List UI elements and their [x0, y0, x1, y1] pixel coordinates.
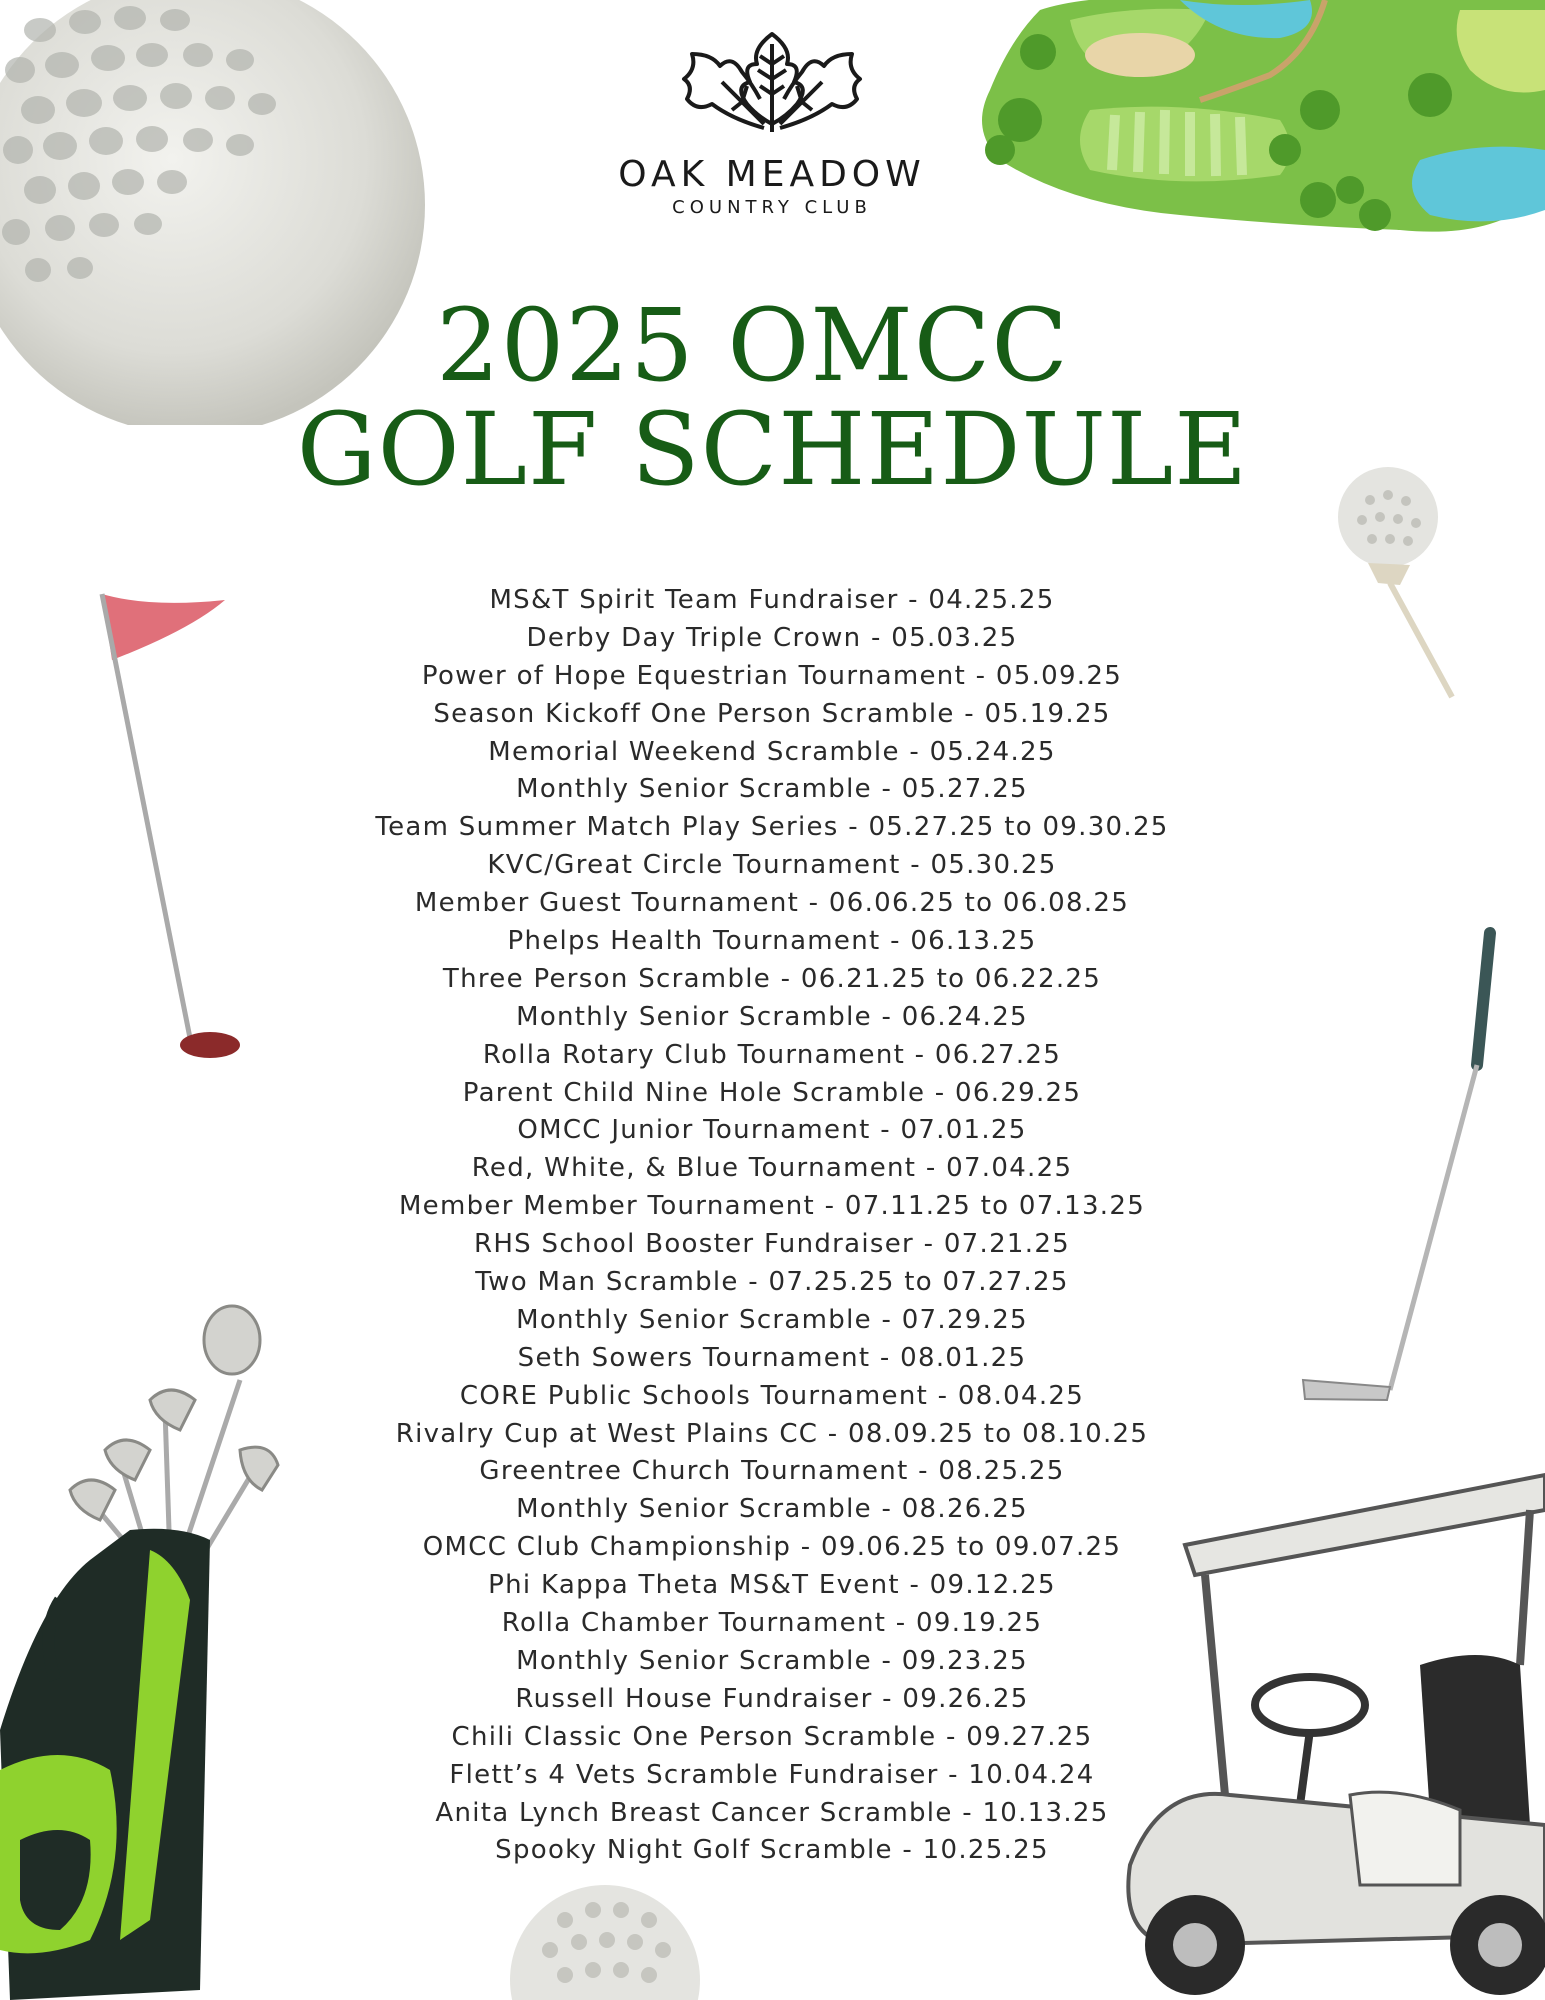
list-item: MS&T Spirit Team Fundraiser - 04.25.25: [489, 585, 1055, 615]
list-item: Red, White, & Blue Tournament - 07.04.25: [471, 1153, 1073, 1184]
list-item: Team Summer Match Play Series - 05.27.25 to 09.30.25: [375, 812, 1169, 843]
golf-ball-on-tee-icon: [1330, 465, 1470, 705]
list-item: Monthly Senior Scramble - 06.24.25: [516, 1001, 1028, 1032]
list-item: OMCC Club Championship - 09.06.25 to 09.07.25: [422, 1532, 1122, 1563]
list-item: Monthly Senior Scramble - 09.23.25: [516, 1645, 1028, 1676]
list-item: Season Kickoff One Person Scramble - 05.19.25: [433, 698, 1111, 729]
list-item: Three Person Scramble - 06.21.25 to 06.22.25: [442, 963, 1102, 994]
list-item: Phelps Health Tournament - 06.13.25: [507, 926, 1037, 957]
list-item: Spooky Night Golf Scramble - 10.25.25: [495, 1835, 1049, 1866]
list-item: Monthly Senior Scramble - 08.26.25: [516, 1494, 1028, 1525]
list-item: Parent Child Nine Hole Scramble - 06.29.25: [462, 1077, 1082, 1108]
oak-leaves-icon: [672, 24, 872, 144]
list-item: Phi Kappa Theta MS&T Event - 09.12.25: [488, 1570, 1056, 1601]
list-item: Member Member Tournament - 07.11.25 to 07.13.25: [398, 1191, 1146, 1222]
list-item: KVC/Great Circle Tournament - 05.30.25: [487, 850, 1057, 881]
putter-icon: [1295, 925, 1515, 1405]
list-item: Chili Classic One Person Scramble - 09.27.25: [451, 1721, 1093, 1752]
list-item: Monthly Senior Scramble - 05.27.25: [516, 774, 1028, 805]
club-subtitle: COUNTRY CLUB: [672, 197, 872, 218]
golf-ball-icon: [505, 1870, 705, 2000]
list-item: CORE Public Schools Tournament - 08.04.25: [459, 1380, 1085, 1411]
list-item: Monthly Senior Scramble - 07.29.25: [516, 1304, 1028, 1335]
event-schedule-list: [272, 582, 1272, 1870]
list-item: Memorial Weekend Scramble - 05.24.25: [488, 736, 1056, 767]
list-item: Two Man Scramble - 07.25.25 to 07.27.25: [475, 1267, 1069, 1298]
list-item: Rolla Chamber Tournament - 09.19.25: [501, 1608, 1043, 1639]
list-item: Derby Day Triple Crown - 05.03.25: [526, 622, 1018, 653]
list-item: Greentree Church Tournament - 08.25.25: [479, 1456, 1065, 1487]
list-item: Rivalry Cup at West Plains CC - 08.09.25 to 08.10.25: [395, 1418, 1149, 1449]
list-item: RHS School Booster Fundraiser - 07.21.25: [473, 1229, 1071, 1260]
list-item: Rolla Rotary Club Tournament - 06.27.25: [482, 1039, 1062, 1070]
pin-flag-icon: [90, 590, 250, 1070]
page-title-line-1: 2025 OMCC: [436, 287, 1069, 404]
club-name: OAK MEADOW: [618, 154, 926, 195]
golf-bag-icon: [0, 1300, 290, 2000]
club-logo: [572, 24, 972, 218]
list-item: Anita Lynch Breast Cancer Scramble - 10.13.25: [435, 1797, 1109, 1828]
list-item: Member Guest Tournament - 06.06.25 to 06.08.25: [414, 888, 1130, 919]
page-title-line-2: GOLF SCHEDULE: [296, 391, 1249, 508]
list-item: Flett’s 4 Vets Scramble Fundraiser - 10.04.24: [449, 1759, 1095, 1790]
golf-course-map-icon: [980, 0, 1545, 250]
list-item: Power of Hope Equestrian Tournament - 05.09.25: [421, 660, 1123, 691]
list-item: OMCC Junior Tournament - 07.01.25: [517, 1115, 1027, 1146]
list-item: Russell House Fundraiser - 09.26.25: [515, 1683, 1029, 1714]
list-item: Seth Sowers Tournament - 08.01.25: [517, 1342, 1027, 1373]
